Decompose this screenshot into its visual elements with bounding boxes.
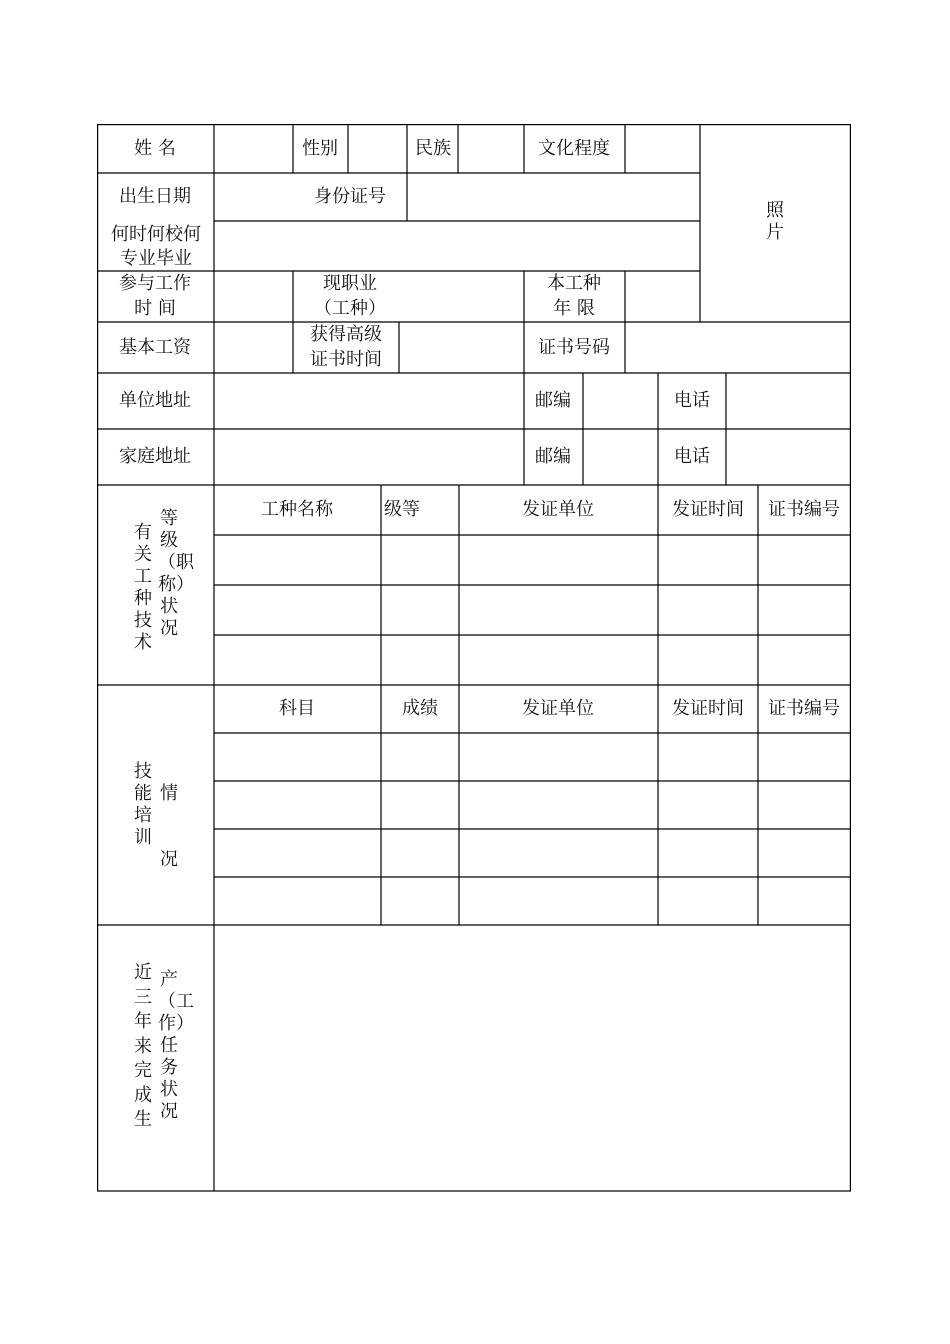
label-id-number: 身份证号 — [314, 186, 386, 207]
label-years-1: 本工种 — [547, 273, 601, 294]
label-graduation: 何时何校何专业毕业 — [111, 224, 201, 269]
skill-header-cert-no: 证书编号 — [768, 499, 840, 520]
label-occupation-2: （工种） — [314, 298, 386, 319]
recent-tasks-label-col1: 近三年来完成生 — [134, 962, 152, 1130]
training-section-label-col1: 技能培训 — [134, 761, 152, 848]
label-home-address: 家庭地址 — [119, 446, 191, 467]
label-work-postcode: 邮编 — [535, 390, 571, 411]
training-header-date: 发证时间 — [672, 698, 744, 719]
training-section-label-col2: 情况 — [160, 783, 178, 870]
photo-placeholder: 照片 — [766, 200, 784, 243]
training-header-issuer: 发证单位 — [522, 698, 594, 719]
skill-header-grade: 级等 — [384, 499, 420, 520]
recent-tasks-label-col2: 产（工作）任务状况 — [158, 969, 194, 1122]
label-education: 文化程度 — [538, 138, 610, 159]
label-base-salary: 基本工资 — [119, 337, 191, 358]
skill-section-label-col1: 有关工种技术 — [134, 522, 152, 653]
label-cert-number: 证书号码 — [538, 337, 610, 358]
skill-header-issuer: 发证单位 — [522, 499, 594, 520]
label-work-phone: 电话 — [674, 390, 710, 411]
registration-form — [97, 124, 850, 1191]
training-header-cert-no: 证书编号 — [768, 698, 840, 719]
label-senior-cert-1: 获得高级 — [310, 324, 382, 345]
label-ethnicity: 民族 — [415, 138, 451, 159]
label-work-start-1: 参与工作 — [119, 273, 191, 294]
skill-header-date: 发证时间 — [672, 499, 744, 520]
label-work-start-2: 时 间 — [134, 298, 176, 319]
label-senior-cert-2: 证书时间 — [310, 349, 382, 370]
label-home-postcode: 邮编 — [535, 446, 571, 467]
form-grid-lines — [97, 124, 852, 1193]
label-work-address: 单位地址 — [119, 390, 191, 411]
label-gender: 性别 — [302, 138, 338, 159]
training-header-score: 成绩 — [402, 698, 438, 719]
label-birth-date: 出生日期 — [119, 186, 191, 207]
training-header-subject: 科目 — [279, 698, 315, 719]
label-name: 姓 名 — [134, 138, 176, 159]
label-home-phone: 电话 — [674, 446, 710, 467]
skill-header-type: 工种名称 — [261, 499, 333, 520]
label-occupation-1: 现职业 — [323, 273, 377, 294]
label-years-2: 年 限 — [553, 298, 595, 319]
skill-section-label-col2: 等级（职称）状况 — [158, 508, 194, 639]
